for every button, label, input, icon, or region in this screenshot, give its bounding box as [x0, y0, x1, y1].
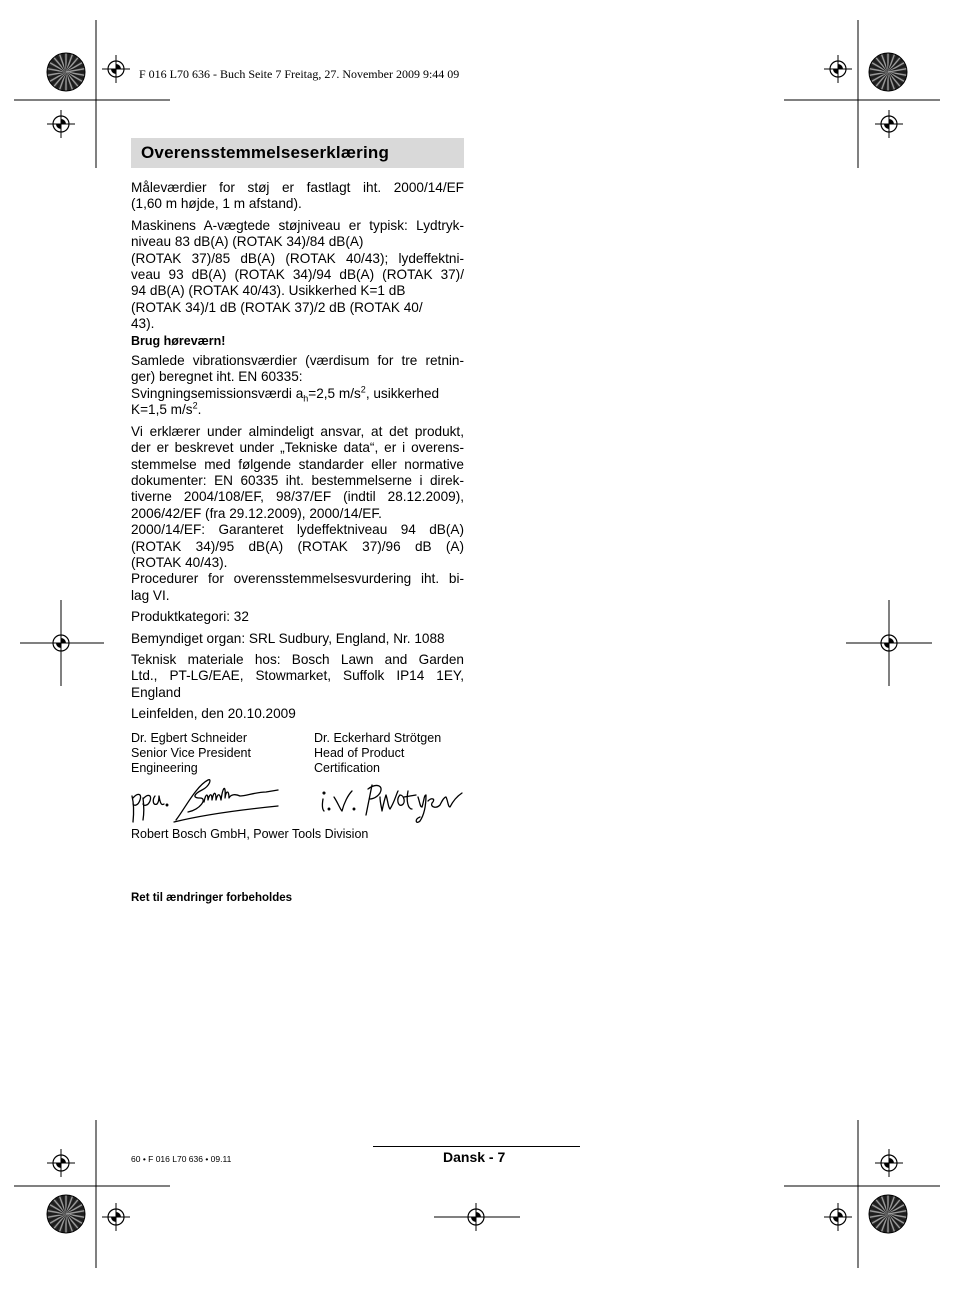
footer-print-code: 60 • F 016 L70 636 • 09.11 — [131, 1154, 232, 1164]
text-line: der er beskrevet under „Tekniske data“, er i overens- — [131, 440, 464, 456]
registration-crosshair-icon — [824, 1203, 852, 1231]
product-category: Produktkategori: 32 — [131, 609, 249, 625]
text-line: 94 dB(A) (ROTAK 40/43). Usikkerhed K=1 dB — [131, 283, 406, 299]
signatory-name: Dr. Eckerhard Strötgen — [314, 731, 442, 745]
text-line: niveau 83 dB(A) (ROTAK 34)/84 dB(A) — [131, 234, 364, 250]
registration-starburst-icon — [869, 53, 907, 91]
text-line: Maskinens A-vægtede støjniveau er typisk: Lydtryk- — [131, 217, 464, 233]
footer-page-label: Dansk - 7 — [443, 1149, 506, 1165]
text-line: Måleværdier for støj er fastlagt iht. 2000/14/EF — [131, 180, 464, 195]
uncertainty-line: K=1,5 $m/s^2$. — [131, 400, 202, 418]
text-line: Ltd., PT-LG/EAE, Stowmarket, Suffolk IP14 1EY, — [131, 668, 464, 684]
registration-crosshair-icon — [875, 110, 903, 138]
text-line: (1,60 m højde, 1 m afstand). — [131, 196, 302, 212]
text-line: Samlede vibrationsværdier (værdisum for tre retnin- — [131, 353, 464, 369]
registration-crosshair-icon — [875, 1149, 903, 1177]
text-line: 43). — [131, 316, 155, 332]
hearing-protection-warning: Brug høreværn! — [131, 333, 226, 348]
registration-starburst-icon — [869, 1195, 907, 1233]
text-line: 2000/14/EF: Garanteret lydeffektniveau 94 dB(A) — [131, 522, 464, 538]
place-date: Leinfelden, den 20.10.2009 — [131, 706, 296, 722]
registration-crosshair-icon — [102, 1203, 130, 1231]
signatory-title: Head of Product — [314, 746, 405, 760]
registration-crosshair-icon — [47, 1149, 75, 1177]
registration-starburst-icon — [47, 1195, 85, 1233]
text-line: ger) beregnet iht. EN 60335: — [131, 369, 303, 385]
text-line: veau 93 dB(A) (ROTAK 34)/94 dB(A) (ROTAK 37)/ — [131, 267, 464, 283]
text-line: (ROTAK 37)/85 dB(A) (ROTAK 40/43); lydeffektni- — [131, 250, 464, 266]
registration-crosshair-icon — [102, 55, 130, 83]
text-line: (ROTAK 34)/1 dB (ROTAK 37)/2 dB (ROTAK 40/ — [131, 299, 423, 315]
section-heading: Overensstemmelseserklæring — [141, 143, 390, 162]
signatory-department: Certification — [314, 761, 380, 775]
text-line: Teknisk materiale hos: Bosch Lawn and Garden — [131, 651, 464, 667]
signatory-department: Engineering — [131, 761, 198, 775]
notified-body: Bemyndiget organ: SRL Sudbury, England, Nr. 1088 — [131, 630, 445, 646]
registration-crosshair-icon — [47, 110, 75, 138]
text-line: (ROTAK 34)/95 dB(A) (ROTAK 37)/96 dB (A) — [131, 538, 464, 554]
text-line: stemmelse med følgende standarder eller normative — [131, 456, 464, 472]
print-header: F 016 L70 636 - Buch Seite 7 Freitag, 27. November 2009 9:44 09 — [139, 67, 460, 81]
reservation-note: Ret til ændringer forbeholdes — [131, 892, 293, 904]
text-line: dokumenter: EN 60335 iht. bestemmelserne i direk- — [131, 472, 464, 488]
signatory-title: Senior Vice President — [131, 746, 251, 760]
text-line: (ROTAK 40/43). — [131, 554, 228, 570]
signatory-name: Dr. Egbert Schneider — [131, 731, 248, 745]
text-line: England — [131, 684, 181, 700]
text-line: lag VI. — [131, 587, 170, 603]
registration-starburst-icon — [47, 53, 85, 91]
text-line: Vi erklærer under almindeligt ansvar, at det produkt, — [131, 423, 464, 439]
text-line: tiverne 2004/108/EF, 98/37/EF (indtil 28.12.2009), — [131, 489, 464, 505]
text-line: 2006/42/EF (fra 29.12.2009), 2000/14/EF. — [131, 505, 382, 521]
vibration-value-line: Svingningsemissionsværdi $a_h=2,5$ $m/s^2$, usikkerhed — [131, 384, 440, 404]
text-line: Procedurer for overensstemmelsesvurdering iht. bi- — [131, 571, 464, 587]
company-name: Robert Bosch GmbH, Power Tools Division — [131, 827, 369, 841]
registration-crosshair-icon — [824, 55, 852, 83]
